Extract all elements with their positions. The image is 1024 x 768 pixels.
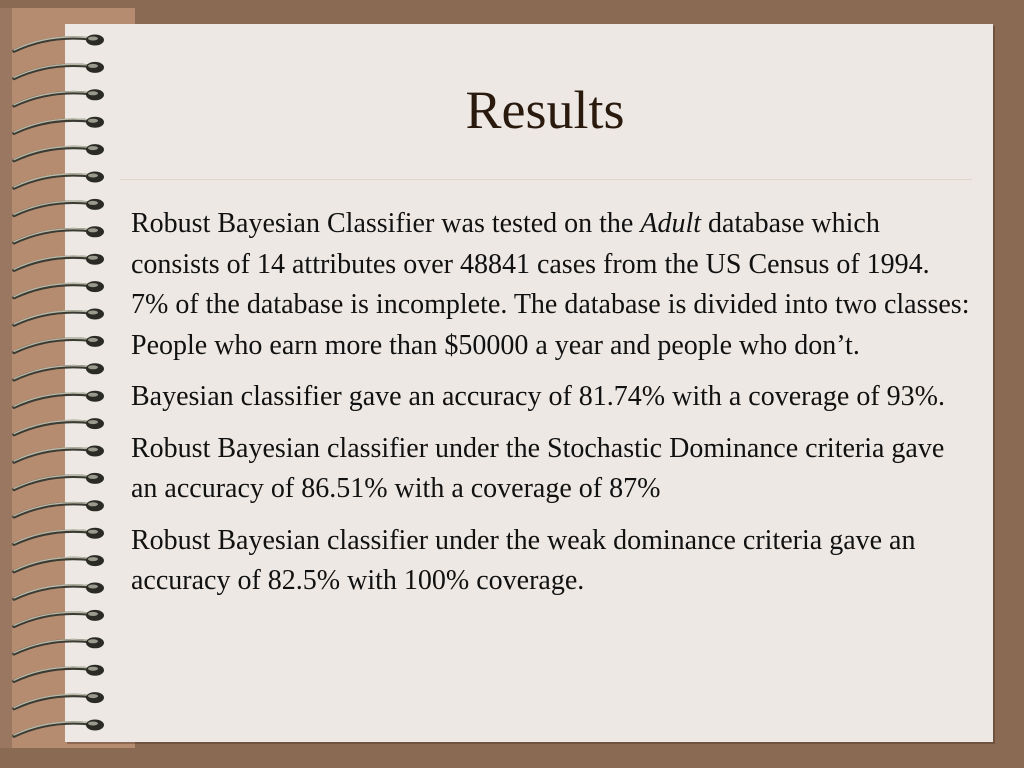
spiral-coil-icon <box>14 117 104 134</box>
spiral-coil-icon <box>14 665 104 682</box>
spiral-coil-icon <box>14 199 104 216</box>
dataset-name: Adult <box>640 208 702 239</box>
spiral-coil-icon <box>14 418 104 435</box>
spiral-coil-icon <box>14 555 104 572</box>
slide-body <box>131 204 971 613</box>
spiral-coil-icon <box>14 144 104 161</box>
paragraph-dataset <box>131 204 971 366</box>
spiral-coil-icon <box>14 583 104 600</box>
spiral-coil-icon <box>14 391 104 408</box>
spiral-coil-icon <box>14 62 104 79</box>
spiral-coil-icon <box>14 473 104 490</box>
spiral-coil-icon <box>14 610 104 627</box>
spiral-coil-icon <box>14 336 104 353</box>
spiral-coil-icon <box>14 692 104 709</box>
title-divider <box>120 179 972 180</box>
spiral-coil-icon <box>14 500 104 517</box>
spiral-coil-icon <box>14 309 104 326</box>
spiral-coil-icon <box>14 254 104 271</box>
spiral-coil-icon <box>14 363 104 380</box>
spiral-coil-icon <box>14 637 104 654</box>
spiral-coil-icon <box>14 528 104 545</box>
spiral-coil-icon <box>14 35 104 52</box>
paragraph-bayesian-result: Bayesian classifier gave an accuracy of 81.74% with a coverage of 93%. <box>131 381 945 412</box>
paragraph-dataset-text-before: Robust Bayesian Classifier was tested on the <box>131 208 641 239</box>
spiral-coil-icon <box>14 226 104 243</box>
spiral-coil-icon <box>14 172 104 189</box>
spiral-coil-icon <box>14 446 104 463</box>
paragraph-stochastic-result: Robust Bayesian classifier under the Stochastic Dominance criteria gave an accuracy of 86.51% with a coverage of 87% <box>131 432 945 504</box>
spiral-coil-icon <box>14 89 104 106</box>
paragraph-dataset-text-after: database which consists of 14 attributes over 48841 cases from the US Census of 1994. 7% of the database is incomplete. The database is divided into two classes: People who earn more than $50000 a year and people who don’t. <box>131 208 970 361</box>
paragraph-weak-result: Robust Bayesian classifier under the weak dominance criteria gave an accuracy of 82.5% with 100% coverage. <box>131 524 916 596</box>
spiral-binding-icon <box>0 0 120 768</box>
spiral-coil-icon <box>14 281 104 298</box>
spiral-coil-icon <box>14 720 104 737</box>
slide-title: Results <box>465 80 625 140</box>
